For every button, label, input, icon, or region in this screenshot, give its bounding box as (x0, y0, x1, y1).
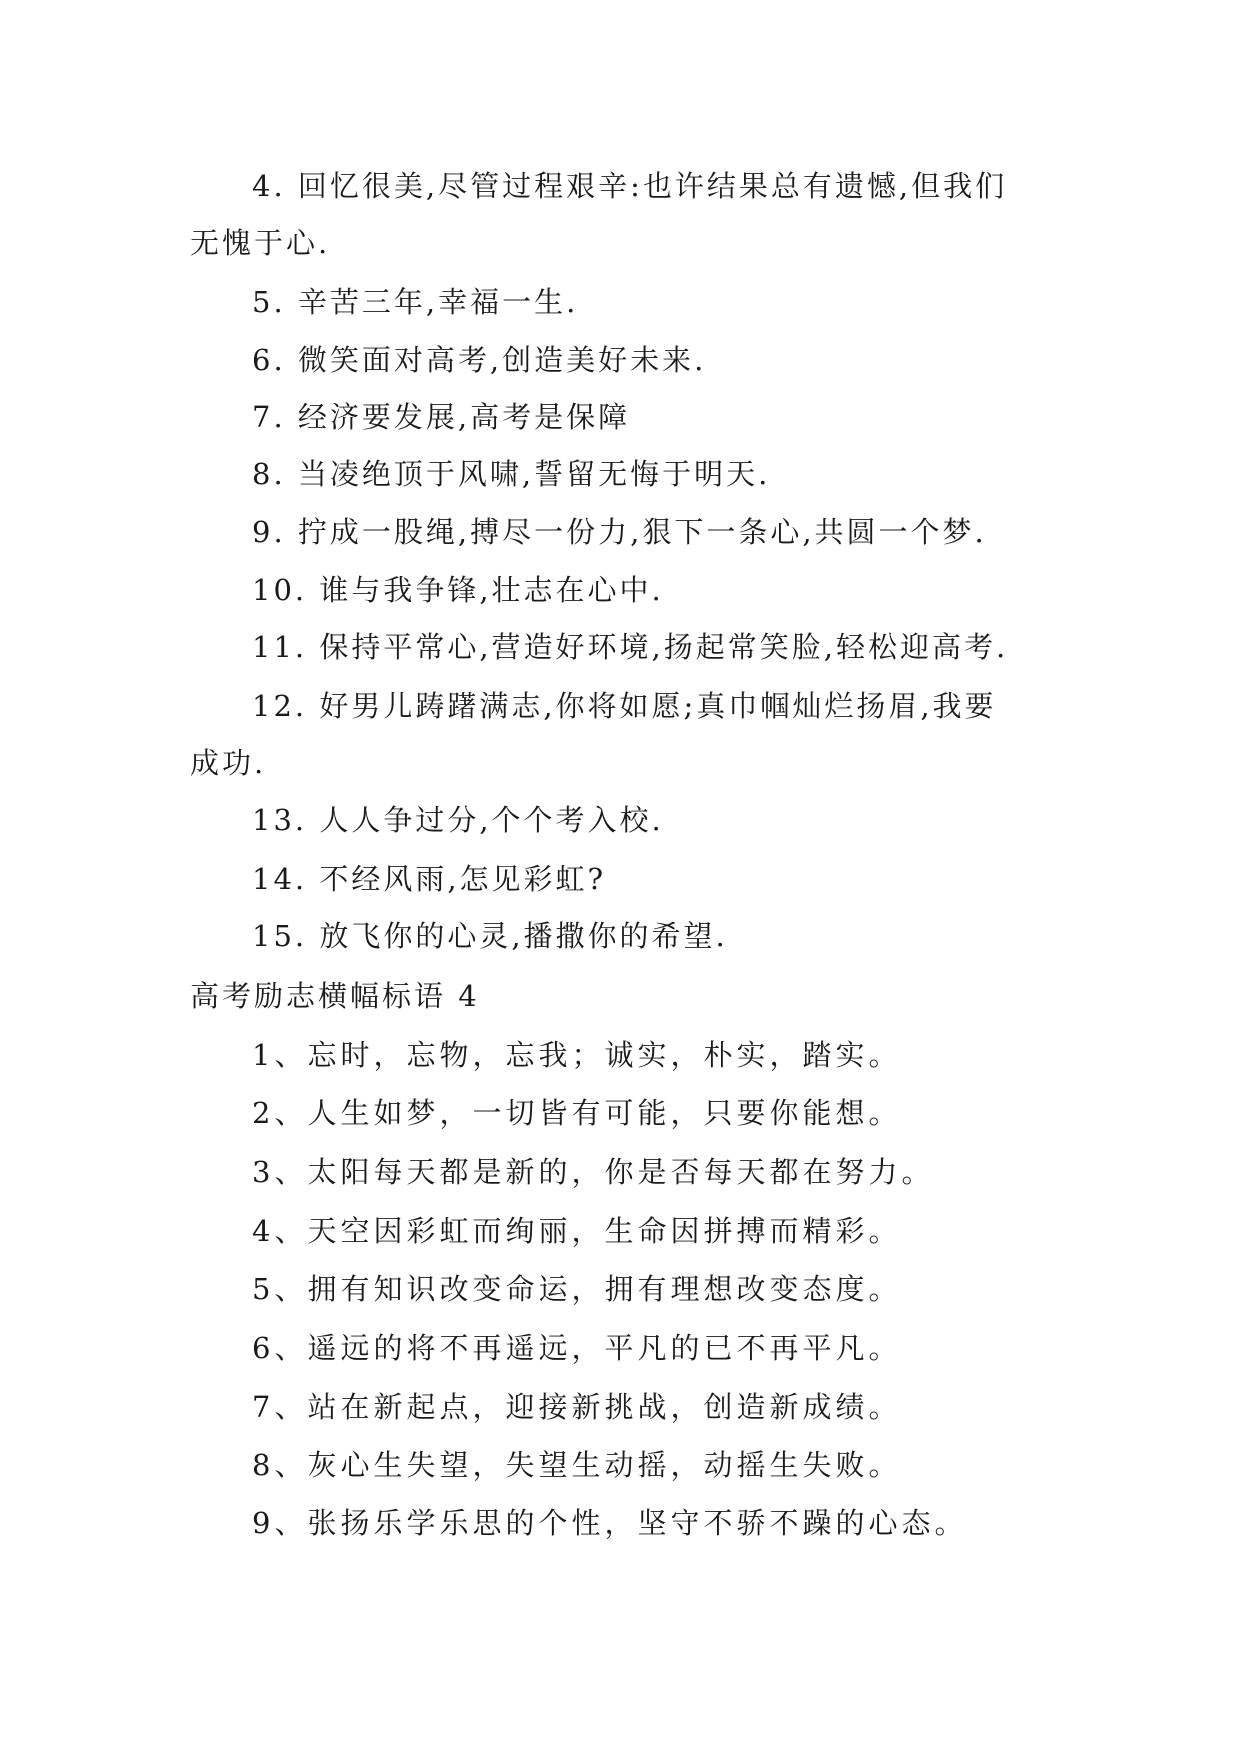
slogan-4-item-2: 2、人生如梦，一切皆有可能，只要你能想。 (252, 1096, 902, 1130)
slogan-item-12-line-1: 12. 好男儿踌躇满志,你将如愿;真巾帼灿烂扬眉,我要 (252, 689, 997, 723)
slogan-item-12-line-2: 成功. (190, 746, 267, 780)
slogan-item-13: 13. 人人争过分,个个考入校. (252, 803, 664, 837)
slogan-item-11: 11. 保持平常心,营造好环境,扬起常笑脸,轻松迎高考. (252, 630, 1009, 664)
slogan-4-item-1: 1、忘时，忘物，忘我；诚实，朴实，踏实。 (252, 1038, 902, 1072)
slogan-item-14: 14. 不经风雨,怎见彩虹? (252, 862, 607, 896)
slogan-4-item-5: 5、拥有知识改变命运，拥有理想改变态度。 (252, 1272, 902, 1306)
slogan-item-7: 7. 经济要发展,高考是保障 (252, 400, 631, 434)
slogan-item-10: 10. 谁与我争锋,壮志在心中. (252, 573, 664, 607)
slogan-4-item-9: 9、张扬乐学乐思的个性，坚守不骄不躁的心态。 (252, 1506, 968, 1540)
slogan-item-8: 8. 当凌绝顶于风啸,誓留无悔于明天. (252, 457, 771, 491)
slogan-4-item-8: 8、灰心生失望，失望生动摇，动摇生失败。 (252, 1448, 902, 1482)
slogan-item-6: 6. 微笑面对高考,创造美好未来. (252, 343, 707, 377)
slogan-4-item-4: 4、天空因彩虹而绚丽，生命因拼搏而精彩。 (252, 1214, 902, 1248)
slogan-4-item-6: 6、遥远的将不再遥远，平凡的已不再平凡。 (252, 1331, 902, 1365)
slogan-4-item-3: 3、太阳每天都是新的，你是否每天都在努力。 (252, 1155, 935, 1189)
slogan-item-15: 15. 放飞你的心灵,播撒你的希望. (252, 919, 728, 953)
section-heading: 高考励志横幅标语 4 (190, 979, 480, 1013)
slogan-item-9: 9. 拧成一股绳,搏尽一份力,狠下一条心,共圆一个梦. (252, 515, 987, 549)
slogan-item-4-line-1: 4. 回忆很美,尽管过程艰辛:也许结果总有遗憾,但我们 (252, 169, 1008, 203)
slogan-item-5: 5. 辛苦三年,幸福一生. (252, 285, 579, 319)
slogan-item-4-line-2: 无愧于心. (190, 226, 331, 260)
slogan-4-item-7: 7、站在新起点，迎接新挑战，创造新成绩。 (252, 1390, 902, 1424)
